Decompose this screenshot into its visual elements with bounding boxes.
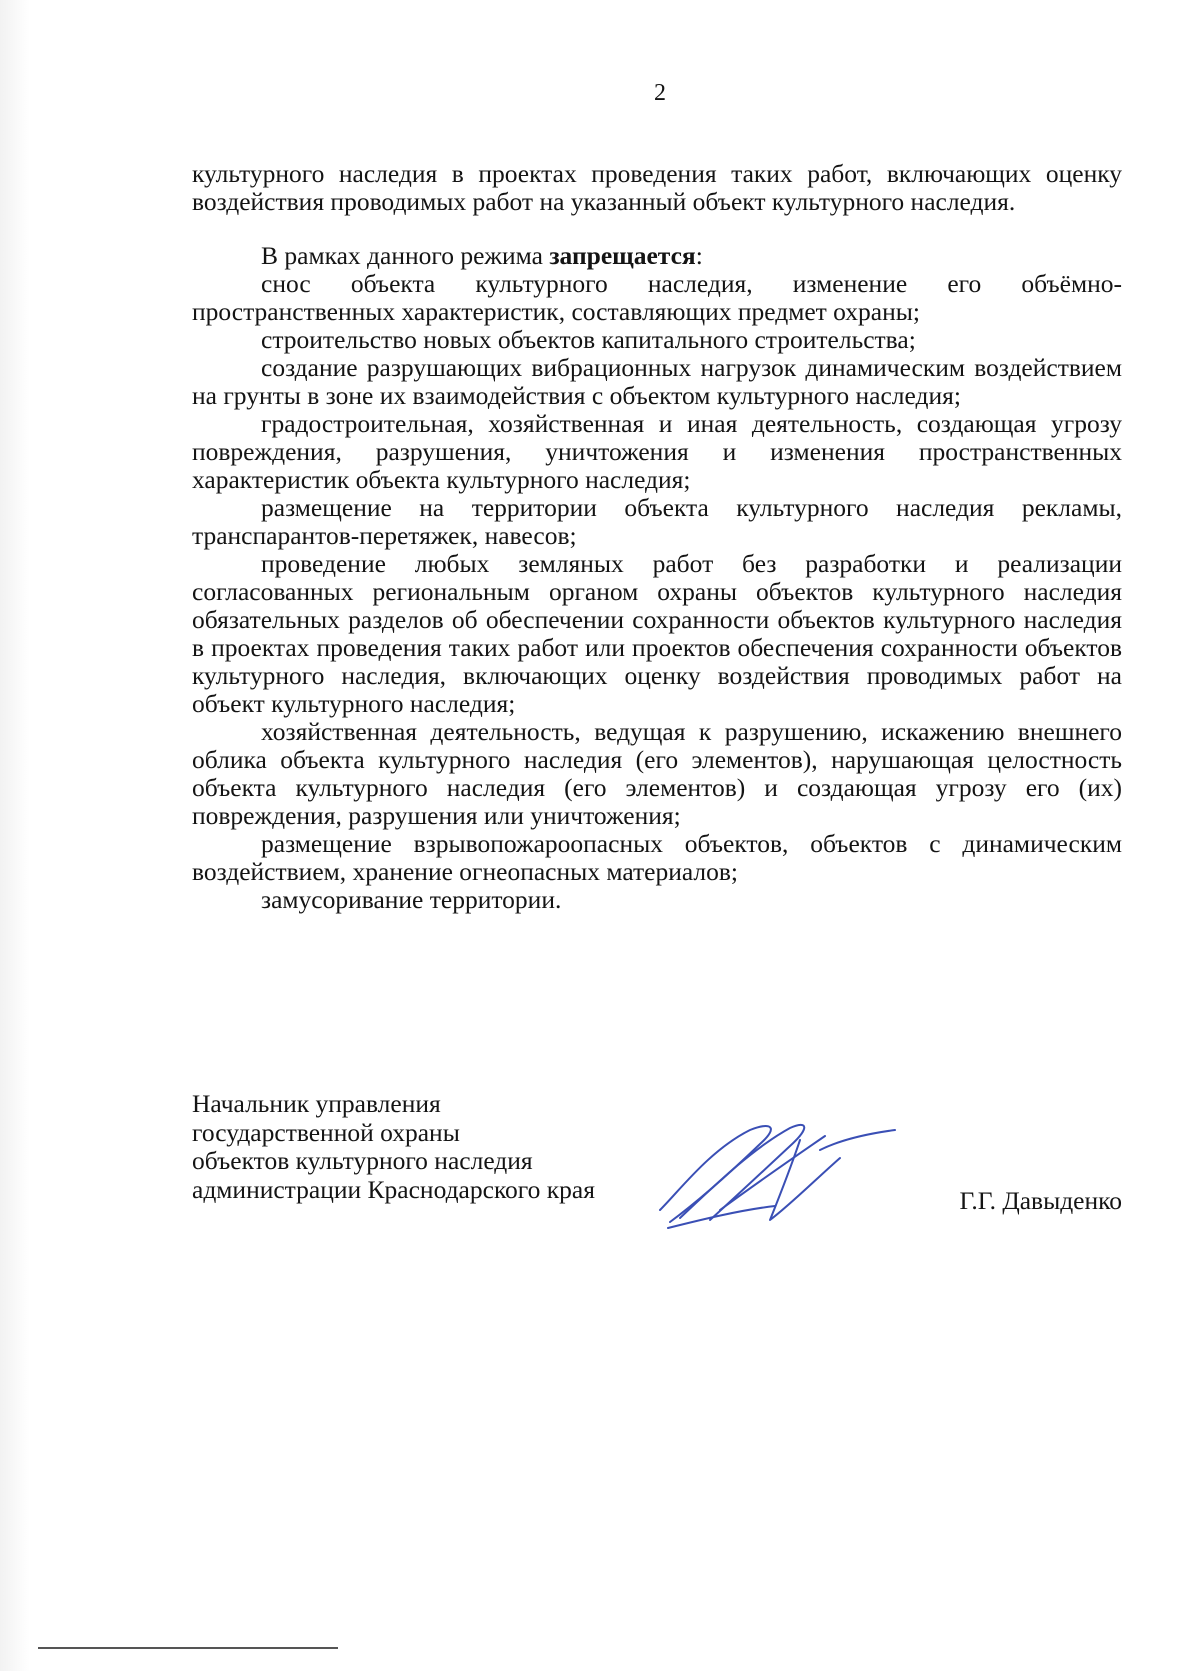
signer-position <box>192 1090 595 1204</box>
position-line: государственной охраны <box>192 1117 460 1147</box>
prohibition-item: градостроительная, хозяйственная и иная деятельность, создающая угрозу повреждения, разрушения, уничтожения и изменения пространственных характеристик объекта культурного наследия; <box>192 409 1122 494</box>
intro-bold-word: запрещается <box>549 241 696 270</box>
paragraph-continuation: культурного наследия в проектах проведения таких работ, включающих оценку воздействия проводимых работ на указанный объект культурного наследия. <box>192 159 1122 216</box>
prohibition-item: строительство новых объектов капитального строительства; <box>261 325 916 354</box>
position-line: объектов культурного наследия <box>192 1146 533 1175</box>
page-number: 2 <box>654 80 666 106</box>
footer-divider <box>38 1647 338 1649</box>
intro-colon: : <box>695 241 703 270</box>
paragraph-prohibitions-intro <box>192 242 1122 270</box>
prohibition-item: создание разрушающих вибрационных нагрузок динамическим воздействием на грунты в зоне их взаимодействия с объектом культурного наследия; <box>192 353 1122 410</box>
prohibition-item: замусоривание территории. <box>261 885 562 914</box>
document-body <box>192 160 1122 914</box>
prohibition-item: размещение взрывопожароопасных объектов, объектов с динамическим воздействием, хранение огнеопасных материалов; <box>192 829 1122 886</box>
intro-text: В рамках данного режима <box>261 241 550 270</box>
position-line: администрации Краснодарского края <box>192 1174 595 1204</box>
prohibition-item: хозяйственная деятельность, ведущая к разрушению, искажению внешнего облика объекта культурного наследия (его элементов), нарушающая целостность объекта культурного наследия (его элементов) и создающая угрозу его (их) повреждения, разрушения или уничтожения; <box>192 717 1122 830</box>
handwritten-signature <box>640 1110 920 1240</box>
position-line: Начальник управления <box>192 1089 441 1118</box>
prohibition-item: снос объекта культурного наследия, изменение его объёмно-пространственных характеристик, составляющих предмет охраны; <box>192 269 1122 326</box>
signer-name: Г.Г. Давыденко <box>959 1186 1122 1215</box>
prohibition-item: размещение на территории объекта культурного наследия рекламы, транспарантов-перетяжек, навесов; <box>192 493 1122 550</box>
scan-edge-shadow <box>0 0 30 1671</box>
prohibition-item: проведение любых земляных работ без разработки и реализации согласованных региональным органом охраны объектов культурного наследия обязательных разделов об обеспечении сохранности объектов культурного наследия в проектах проведения таких работ или проектов обеспечения сохранности объектов культурного наследия, включающих оценку воздействия проводимых работ на объект культурного наследия; <box>192 549 1122 718</box>
